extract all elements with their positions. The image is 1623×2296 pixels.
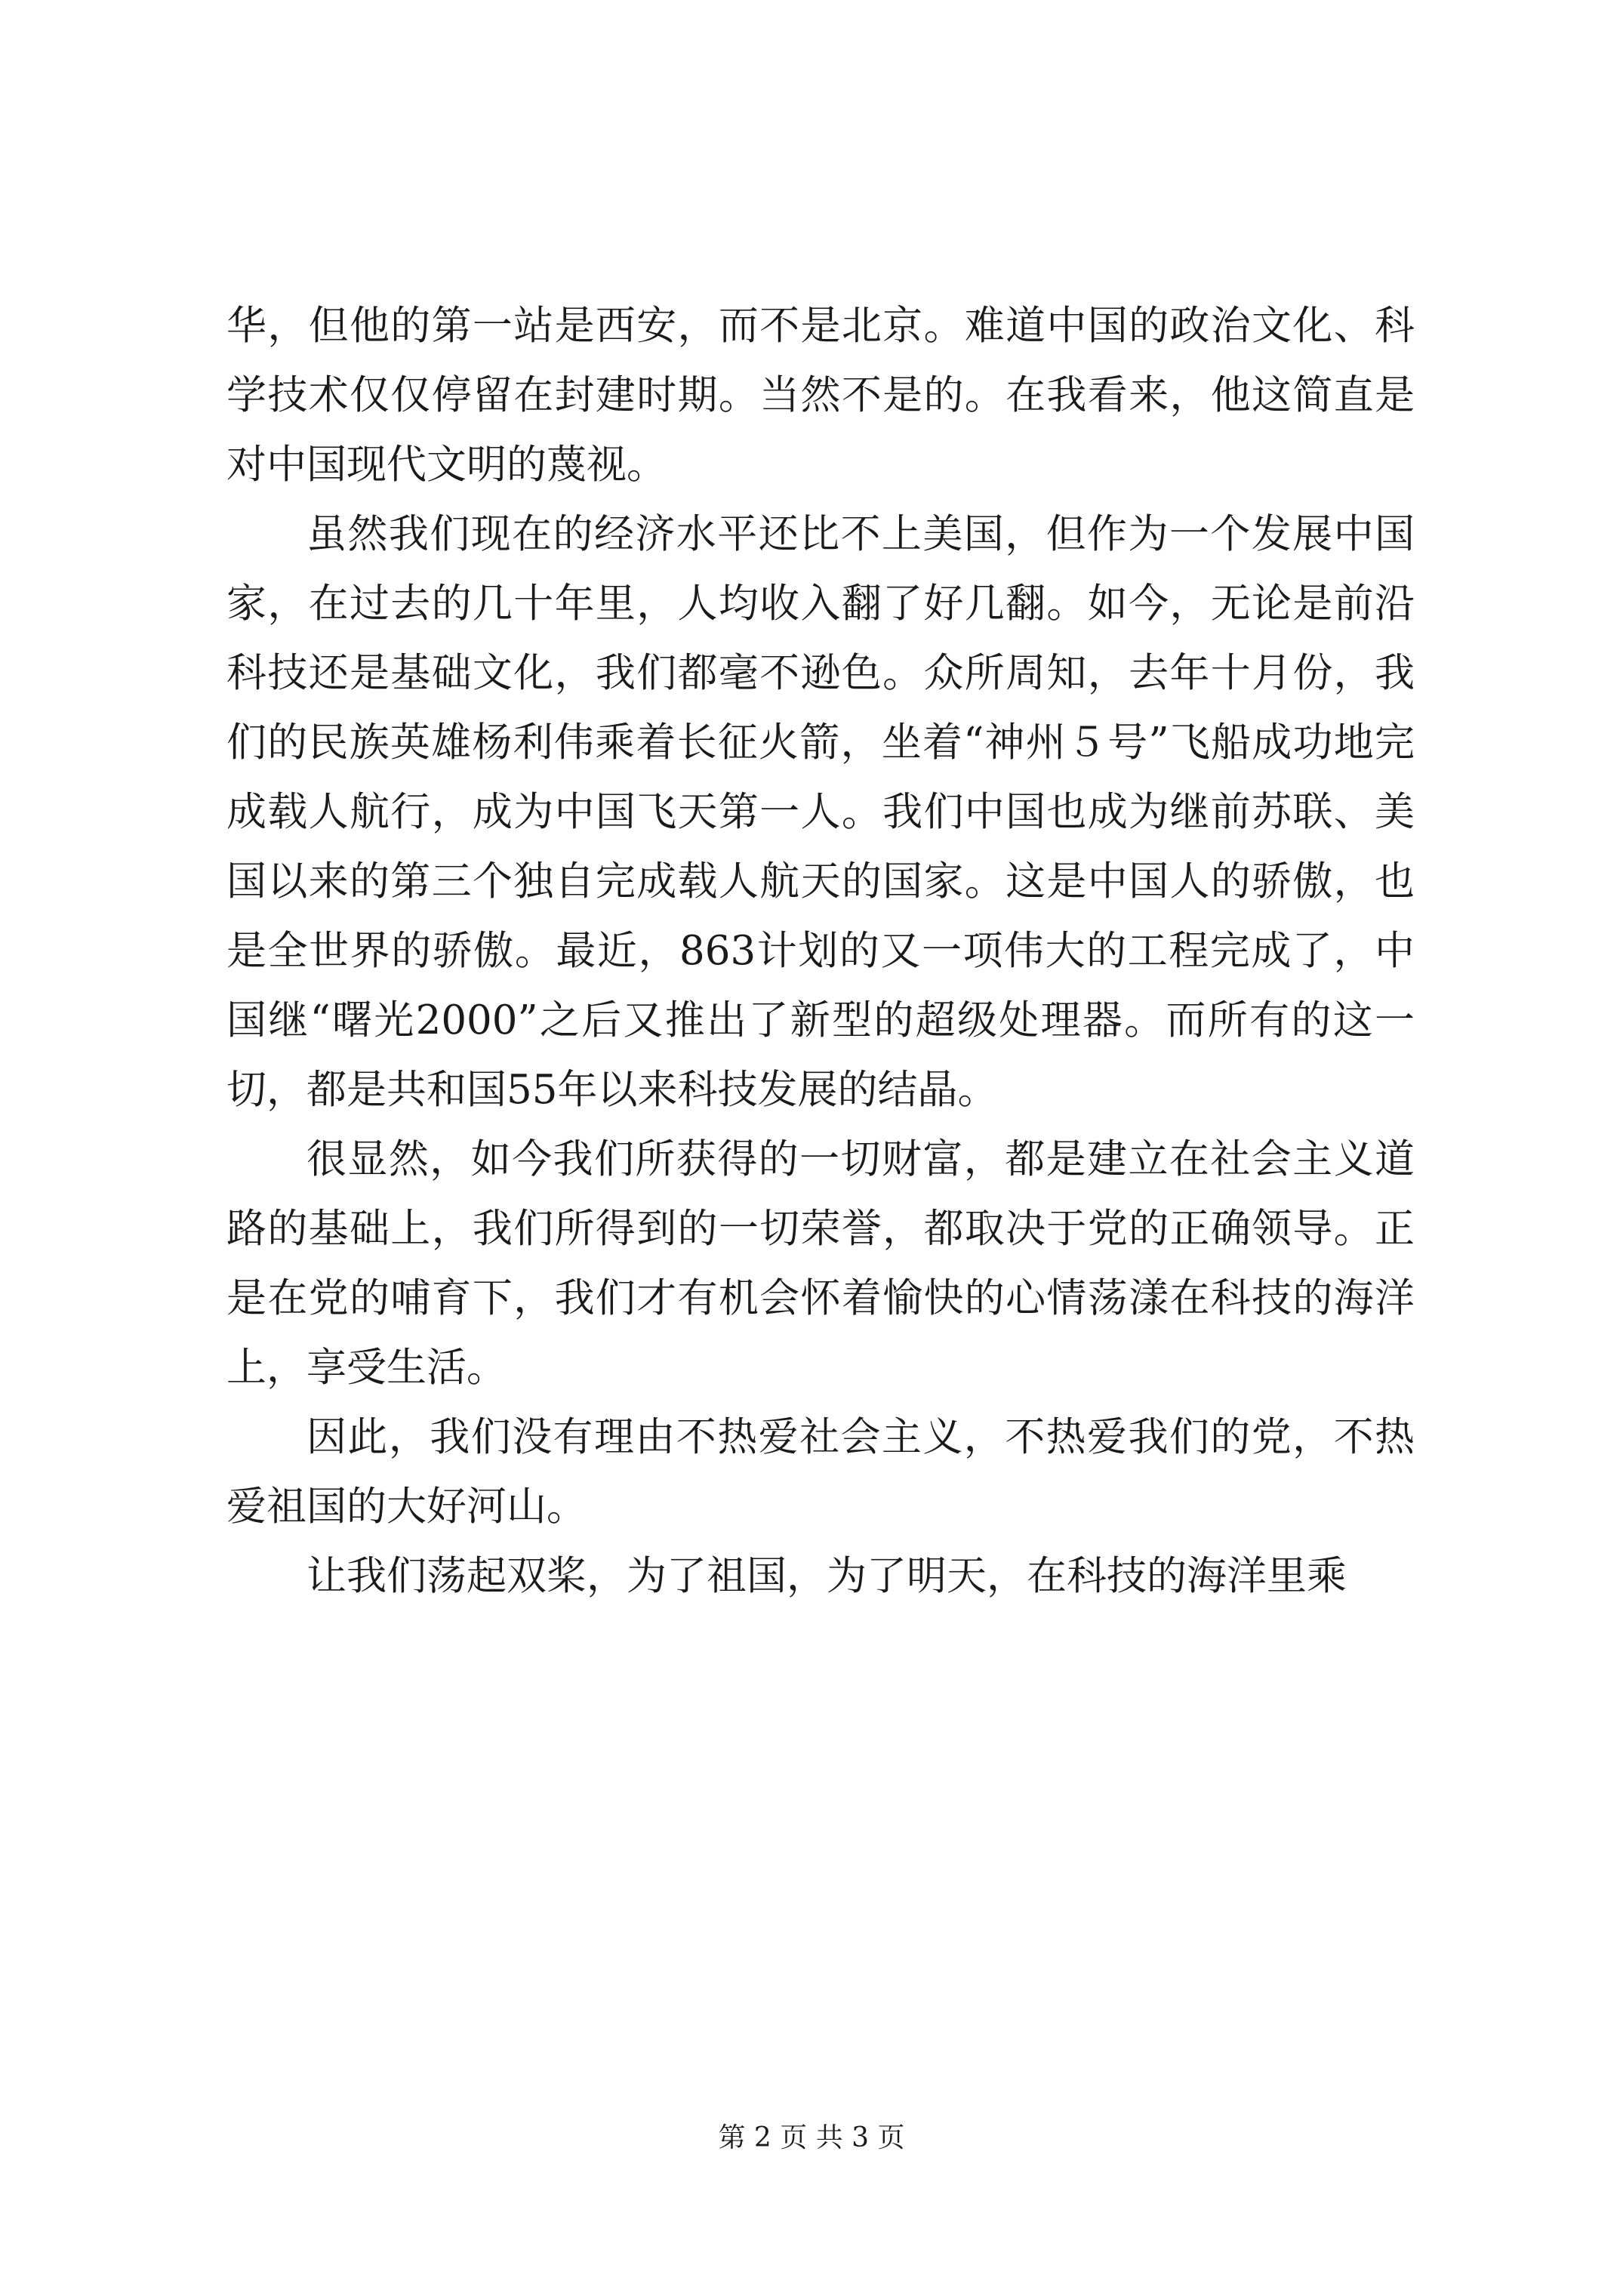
paragraph-economy-technology: 虽然我们现在的经济水平还比不上美国，但作为一个发展中国家，在过去的几十年里，人均收入翻了好几翻。如今，无论是前沿科技还是基础文化，我们都毫不逊色。众所周知，去年十月份，我们的民族英雄杨利伟乘着长征火箭，坐着“神州５号”飞船成功地完成载人航行，成为中国飞天第一人。我们中国也成为继前苏联、美国以来的第三个独自完成载人航天的国家。这是中国人的骄傲，也是全世界的骄傲。最近，863计划的又一项伟大的工程完成了，中国继“曙光2000”之后又推出了新型的超级处理器。而所有的这一切，都是共和国55年以来科技发展的结晶。 [226, 511, 1415, 1113]
paragraph-closing: 让我们荡起双桨，为了祖国，为了明天，在科技的海洋里乘 [306, 1553, 1347, 1599]
paragraph-continued: 华，但他的第一站是西安，而不是北京。难道中国的政治文化、科学技术仅仅停留在封建时期。当然不是的。在我看来，他这简直是对中国现代文明的蔑视。 [226, 303, 1415, 488]
paragraph-party-leadership: 很显然，如今我们所获得的一切财富，都是建立在社会主义道路的基础上，我们所得到的一切荣誉，都取决于党的正确领导。正是在党的哺育下，我们才有机会怀着愉快的心情荡漾在科技的海洋上，享受生活。 [226, 1136, 1415, 1391]
paragraph-love-socialism: 因此，我们没有理由不热爱社会主义，不热爱我们的党，不热爱祖国的大好河山。 [226, 1414, 1415, 1530]
body-text [226, 291, 1415, 1611]
page-number-footer: 第 2 页 共 3 页 [718, 2122, 905, 2153]
